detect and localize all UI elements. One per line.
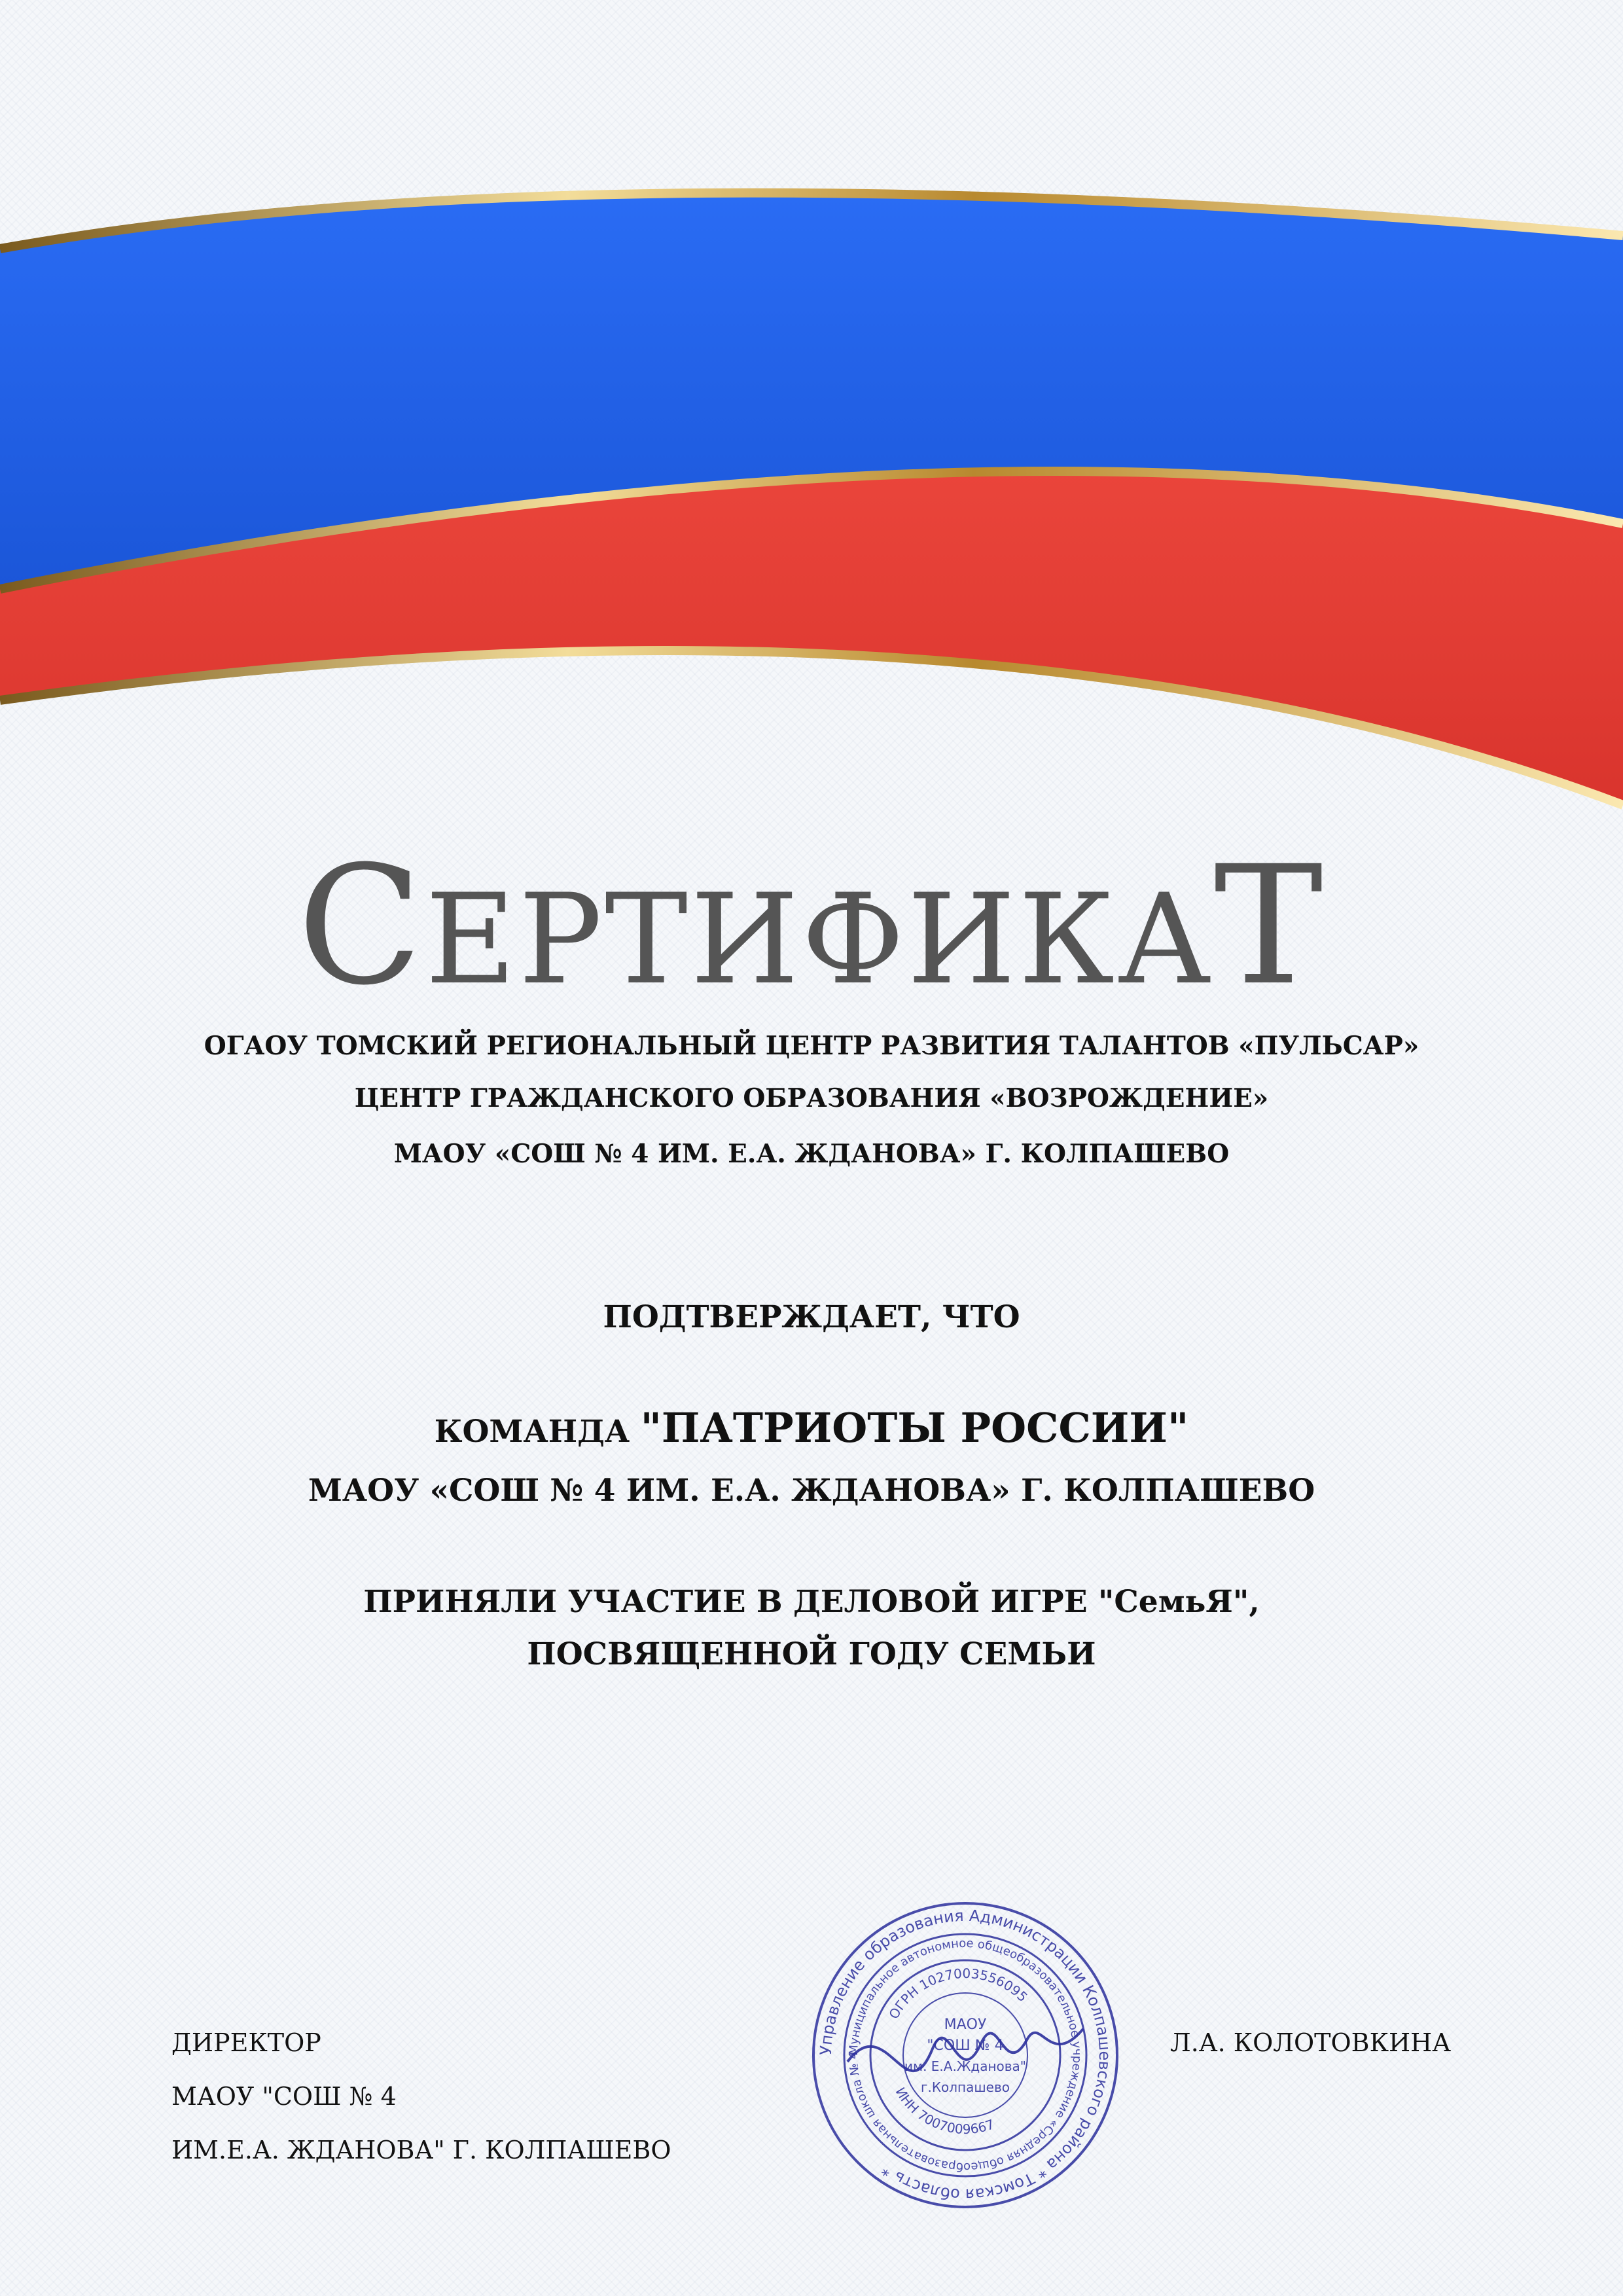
signer-position-line-1: ДИРЕКТОР: [171, 2028, 321, 2057]
certificate-title: [0, 831, 1623, 1021]
organization-line-1: ОГАОУ ТОМСКИЙ РЕГИОНАЛЬНЫЙ ЦЕНТР РАЗВИТИЯ ТАЛАНТОВ «ПУЛЬСАР»: [204, 1031, 1419, 1061]
organization-line-2: ЦЕНТР ГРАЖДАНСКОГО ОБРАЗОВАНИЯ «ВОЗРОЖДЕНИЕ»: [354, 1083, 1269, 1113]
team-prefix: КОМАНДА: [434, 1414, 641, 1450]
seal-center-line-2: "СОШ № 4: [927, 2037, 1004, 2054]
seal-outer-text: Управление образования Администрации Колпашевского района * Томская область *: [816, 1906, 1115, 2204]
participation-line-1: ПРИНЯЛИ УЧАСТИЕ В ДЕЛОВОЙ ИГРЕ "СемьЯ",: [363, 1584, 1260, 1620]
signer-position: [171, 2016, 671, 2177]
seal-center-line-1: МАОУ: [944, 2017, 987, 2033]
school-seal: [808, 1898, 1122, 2212]
seal-ogrn: ОГРН 1027003556095: [885, 1965, 1031, 2022]
team-line: [0, 1404, 1623, 1452]
seal-center-line-4: г.Колпашево: [920, 2079, 1010, 2095]
title-middle: ЕРТИФИКА: [425, 867, 1214, 1012]
participation-line-2: ПОСВЯЩЕННОЙ ГОДУ СЕМЬИ: [527, 1636, 1096, 1672]
signer-position-line-3: ИМ.Е.А. ЖДАНОВА" Г. КОЛПАШЕВО: [171, 2136, 671, 2164]
team-school: МАОУ «СОШ № 4 ИМ. Е.А. ЖДАНОВА» Г. КОЛПАШЕВО: [308, 1473, 1315, 1509]
svg-text:Управление образования Админис: [817, 1907, 1114, 2204]
seal-inn: ИНН 7007009667: [892, 2084, 997, 2138]
flag-ribbon: [0, 0, 1623, 851]
confirms-text: ПОДТВЕРЖДАЕТ, ЧТО: [603, 1299, 1020, 1335]
signer-name: Л.А. КОЛОТОВКИНА: [1170, 2028, 1452, 2057]
title-first-letter: С: [297, 831, 425, 1021]
signer-position-line-2: МАОУ "СОШ № 4: [171, 2082, 397, 2111]
title-last-letter: Т: [1213, 831, 1326, 1021]
organization-line-3: МАОУ «СОШ № 4 ИМ. Е.А. ЖДАНОВА» Г. КОЛПАШЕВО: [393, 1139, 1230, 1169]
team-name: "ПАТРИОТЫ РОССИИ": [640, 1404, 1189, 1452]
seal-center-line-3: им. Е.А.Жданова": [904, 2058, 1027, 2074]
seal-inner-text: Муниципальное автономное общеобразовательное учреждение «Средняя общеобразовательная школа № 4: [846, 1936, 1084, 2174]
